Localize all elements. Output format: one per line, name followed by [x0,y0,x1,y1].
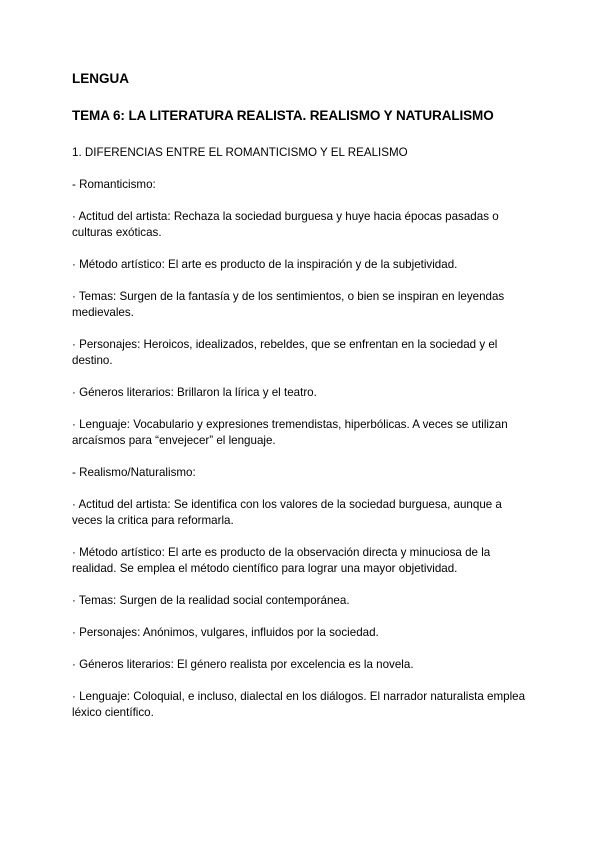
group-label: - Romanticismo: [72,178,156,191]
list-item: · Actitud del artista: Se identifica con los valores de la sociedad burguesa, aunque a veces la critica para reformarla. [72,498,502,527]
list-item: · Lenguaje: Vocabulario y expresiones tremendistas, hiperbólicas. A veces se utilizan arcaísmos para “envejecer” el lenguaje. [72,418,508,447]
group-romanticismo [72,177,532,449]
group-label: - Realismo/Naturalismo: [72,466,196,479]
list-item: · Lenguaje: Coloquial, e incluso, dialectal en los diálogos. El narrador naturalista emplea léxico científico. [72,690,526,719]
list-item: · Personajes: Heroicos, idealizados, rebeldes, que se enfrentan en la sociedad y el destino. [72,338,498,367]
list-item: · Actitud del artista: Rechaza la sociedad burguesa y huye hacia épocas pasadas o culturas exóticas. [72,210,499,239]
group-realismo-naturalismo [72,465,532,721]
list-item: · Géneros literarios: El género realista por excelencia es la novela. [72,658,414,671]
list-item: · Método artístico: El arte es producto de la observación directa y minuciosa de la realidad. Se emplea el método científico para lograr una mayor objetividad. [72,546,491,575]
list-item: · Temas: Surgen de la realidad social contemporánea. [72,594,350,607]
page-title: TEMA 6: LA LITERATURA REALISTA. REALISMO Y NATURALISMO [72,108,494,123]
list-item: · Géneros literarios: Brillaron la lírica y el teatro. [72,386,317,399]
list-item: · Temas: Surgen de la fantasía y de los sentimientos, o bien se inspiran en leyendas medievales. [72,290,505,319]
subject-heading: LENGUA [72,71,129,86]
list-item: · Método artístico: El arte es producto de la inspiración y de la subjetividad. [72,258,458,271]
list-item: · Personajes: Anónimos, vulgares, influidos por la sociedad. [72,626,379,639]
document-page [72,70,532,721]
section-heading: 1. DIFERENCIAS ENTRE EL ROMANTICISMO Y EL REALISMO [72,146,408,159]
